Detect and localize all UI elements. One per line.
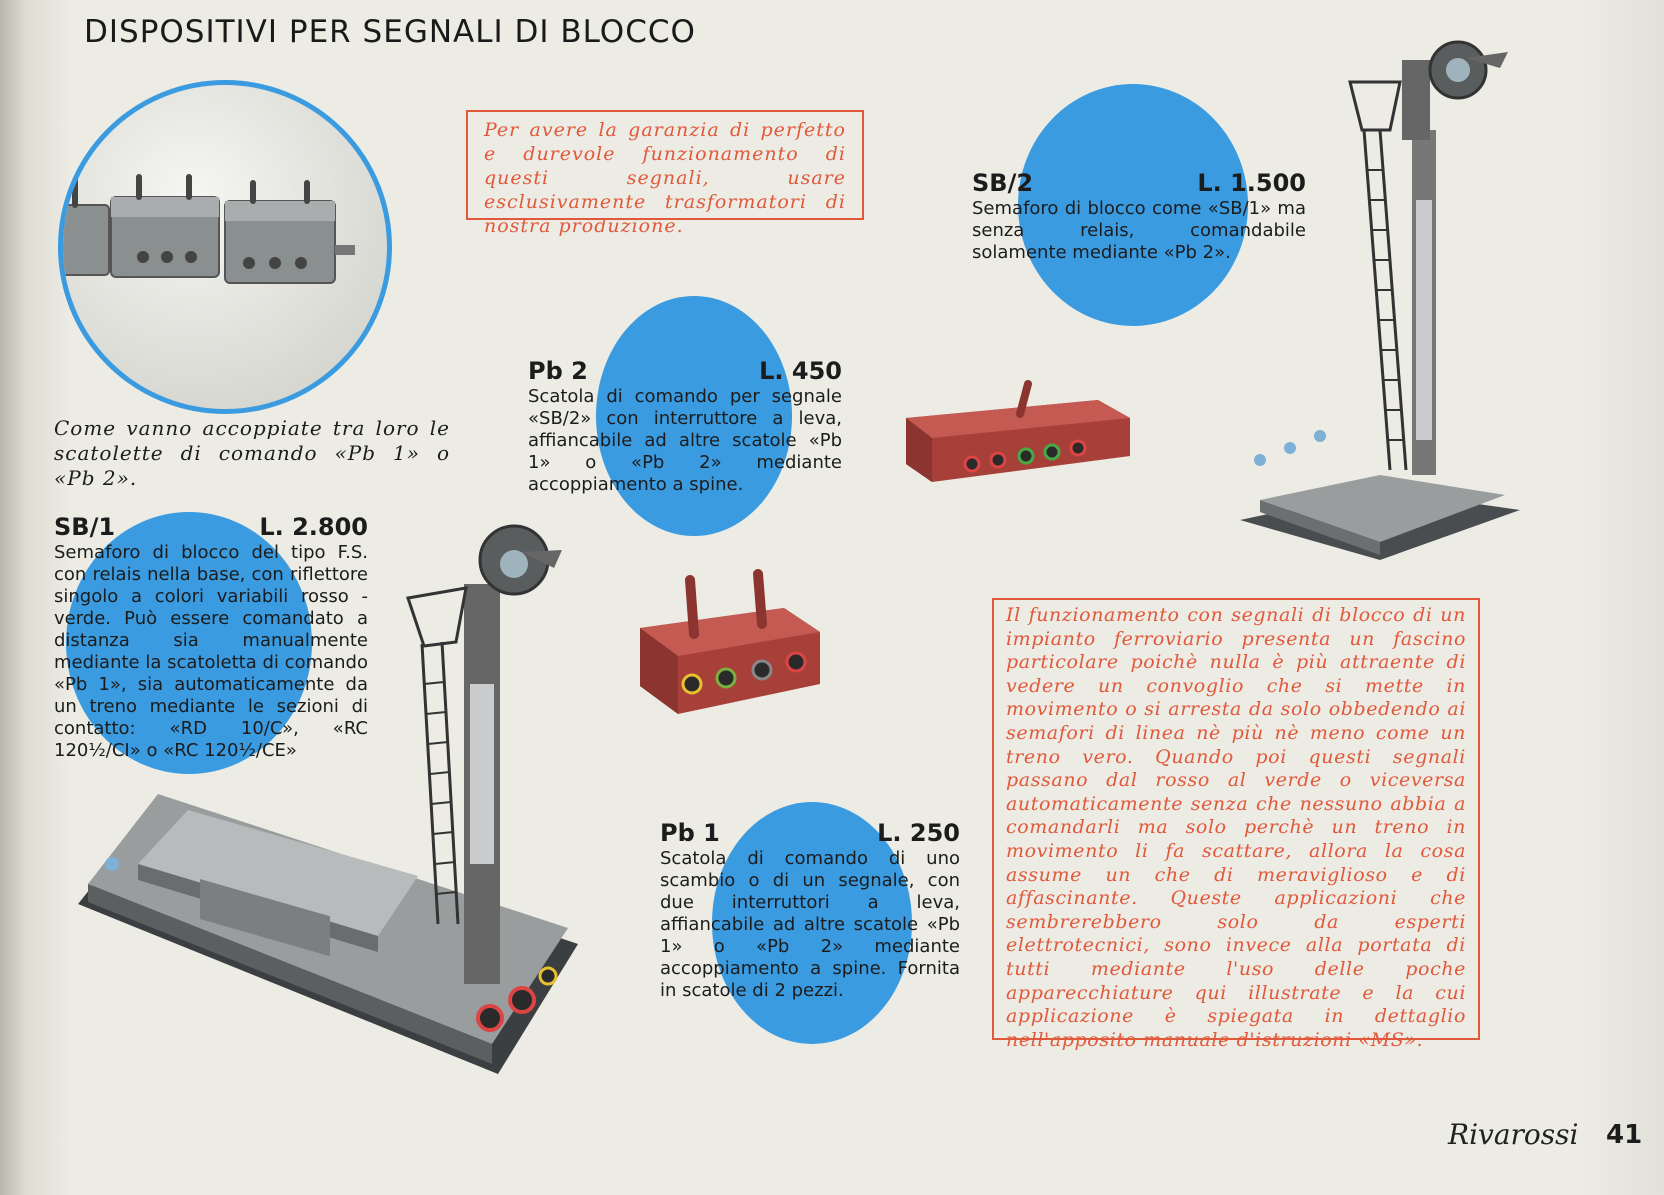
pb2-name: Pb 2 xyxy=(528,357,588,385)
notice-text: Per avere la garanzia di perfetto e durevole funzionamento di questi segnali, usare esclusivamente trasformatori di nostra produzione. xyxy=(484,119,846,237)
coupling-caption xyxy=(54,416,450,491)
pb1-description: Scatola di comando di uno scambio o di un segnale, con due interruttori a leva, affiancabile ad altre scatole «Pb 1» o «Pb 2» mediante accoppiamento a spine. Fornita in scatole di 2 pezzi. xyxy=(660,848,960,1001)
coupled-boxes-photo xyxy=(58,80,392,414)
transformer-notice xyxy=(466,110,864,237)
caption-text: Come vanno accoppiate tra loro le scatolette di comando «Pb 1» o «Pb 2». xyxy=(54,416,450,490)
sb1-signal-illustration xyxy=(78,524,588,1076)
grey-boxes-illustration xyxy=(63,85,392,414)
pb2-price: L. 450 xyxy=(759,357,842,385)
brand-logo: Rivarossi xyxy=(1448,1118,1579,1151)
sb2-price: L. 1.500 xyxy=(1197,169,1306,197)
pb2-box-illustration xyxy=(902,378,1136,488)
sb2-description: Semaforo di blocco come «SB/1» ma senza relais, comandabile solamente mediante «Pb 2». xyxy=(972,198,1306,263)
pb1-name: Pb 1 xyxy=(660,819,720,847)
pb1-box-illustration xyxy=(634,568,830,718)
page-title: DISPOSITIVI PER SEGNALI DI BLOCCO xyxy=(84,14,696,50)
sb1-name: SB/1 xyxy=(54,513,116,541)
sb2-name: SB/2 xyxy=(972,169,1034,197)
product-pb1 xyxy=(660,818,960,1002)
info-text: Il funzionamento con segnali di blocco di un impianto ferroviario presenta un fascino particolare poichè nulla è più attraente di vedere un convoglio che si mette in movimento o si arresta da solo obbedendo ai semafori di linea nè più nè meno come un treno vero. Quando poi questi segnali passano dal rosso al verde o viceversa automaticamente senza che nessuno abbia a comandarli ma solo perchè un treno in movimento li fa scattare, allora la cosa assume un che di meraviglioso e di affascinante. Queste applicazioni che sembrerebbero solo da esperti elettrotecnici, sono invece alla portata di tutti mediante l'uso delle poche apparecchiature qui illustrate e la cui applicazione è spiegata in dettaglio nell'apposito manuale d'istruzioni «MS». xyxy=(1006,604,1466,1051)
sb2-signal-illustration xyxy=(1230,20,1530,580)
sb1-description: Semaforo di blocco del tipo F.S. con relais nella base, con riflettore singolo a colori variabili rosso - verde. Può essere comandato a distanza sia manualmente mediante la scatoletta di comando «Pb 1», sia automaticamente da un treno mediante le sezioni di contatto: «RD 10/C», «RC 120½/CI» o «RC 120½/CE» xyxy=(54,542,368,761)
product-pb2 xyxy=(528,356,842,496)
block-signal-info-box xyxy=(992,598,1480,1051)
pb2-description: Scatola di comando per segnale «SB/2» con interruttore a leva, affiancabile ad altre scatole «Pb 1» o «Pb 2» mediante accoppiamento a spine. xyxy=(528,386,842,495)
page-number: 41 xyxy=(1606,1120,1643,1150)
sb1-price: L. 2.800 xyxy=(259,513,368,541)
pb1-price: L. 250 xyxy=(877,819,960,847)
